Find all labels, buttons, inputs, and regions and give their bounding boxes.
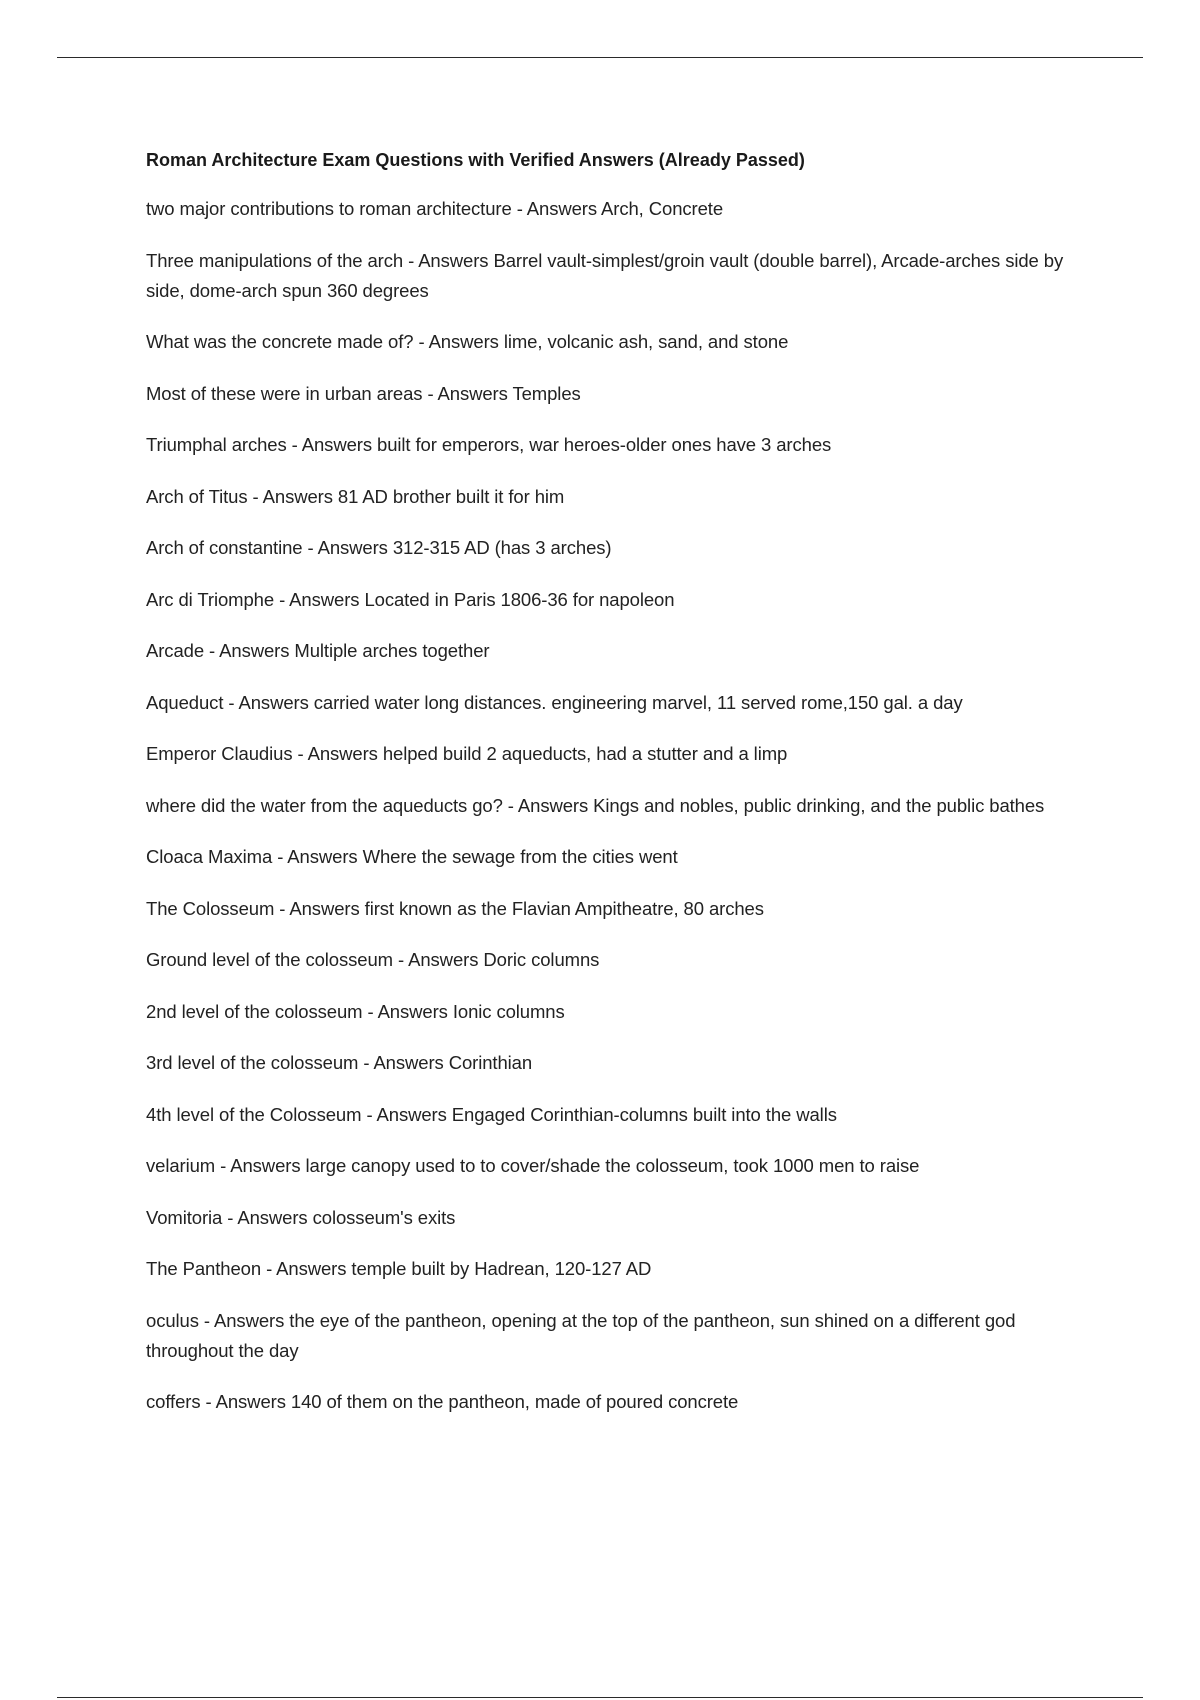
- header-rule: [57, 57, 1143, 58]
- footer-rule: [57, 1697, 1143, 1698]
- qa-item: Arcade - Answers Multiple arches together: [146, 640, 490, 661]
- qa-item: coffers - Answers 140 of them on the pantheon, made of poured concrete: [146, 1391, 739, 1412]
- qa-item: Triumphal arches - Answers built for emperors, war heroes-older ones have 3 arches: [146, 434, 832, 455]
- qa-item: Arch of constantine - Answers 312-315 AD (has 3 arches): [146, 537, 612, 558]
- qa-item: Most of these were in urban areas - Answers Temples: [146, 382, 581, 404]
- qa-item: The Colosseum - Answers first known as the Flavian Ampitheatre, 80 arches: [146, 897, 764, 919]
- qa-item: Cloaca Maxima - Answers Where the sewage from the cities went: [146, 846, 678, 867]
- qa-item: Arch of Titus - Answers 81 AD brother built it for him: [146, 485, 565, 507]
- qa-item: Aqueduct - Answers carried water long distances. engineering marvel, 11 served rome,150 gal. a day: [146, 691, 963, 713]
- qa-item: oculus - Answers the eye of the pantheon, opening at the top of the pantheon, sun shined on a different god throughout the day: [146, 1309, 1016, 1361]
- qa-item: Vomitoria - Answers colosseum's exits: [146, 1206, 456, 1228]
- qa-item: Three manipulations of the arch - Answers Barrel vault-simplest/groin vault (double barrel), Arcade-arches side by side, dome-arch spun 360 degrees: [146, 249, 1064, 301]
- qa-item: What was the concrete made of? - Answers lime, volcanic ash, sand, and stone: [146, 331, 789, 352]
- qa-item: Ground level of the colosseum - Answers Doric columns: [146, 949, 600, 970]
- document-title: Roman Architecture Exam Questions with Verified Answers (Already Passed): [146, 150, 805, 170]
- qa-list: [146, 194, 1096, 1417]
- qa-item: velarium - Answers large canopy used to to cover/shade the colosseum, took 1000 men to raise: [146, 1155, 920, 1176]
- qa-item: two major contributions to roman architecture - Answers Arch, Concrete: [146, 198, 724, 219]
- qa-item: Emperor Claudius - Answers helped build 2 aqueducts, had a stutter and a limp: [146, 743, 788, 764]
- qa-item: The Pantheon - Answers temple built by Hadrean, 120-127 AD: [146, 1258, 652, 1279]
- qa-item: 4th level of the Colosseum - Answers Engaged Corinthian-columns built into the walls: [146, 1103, 837, 1125]
- page-body: [146, 145, 1096, 1439]
- qa-item: 2nd level of the colosseum - Answers Ionic columns: [146, 1000, 565, 1022]
- qa-item: 3rd level of the colosseum - Answers Corinthian: [146, 1052, 533, 1073]
- qa-item: Arc di Triomphe - Answers Located in Paris 1806-36 for napoleon: [146, 588, 675, 610]
- qa-item: where did the water from the aqueducts go? - Answers Kings and nobles, public drinking, and the public bathes: [146, 794, 1045, 816]
